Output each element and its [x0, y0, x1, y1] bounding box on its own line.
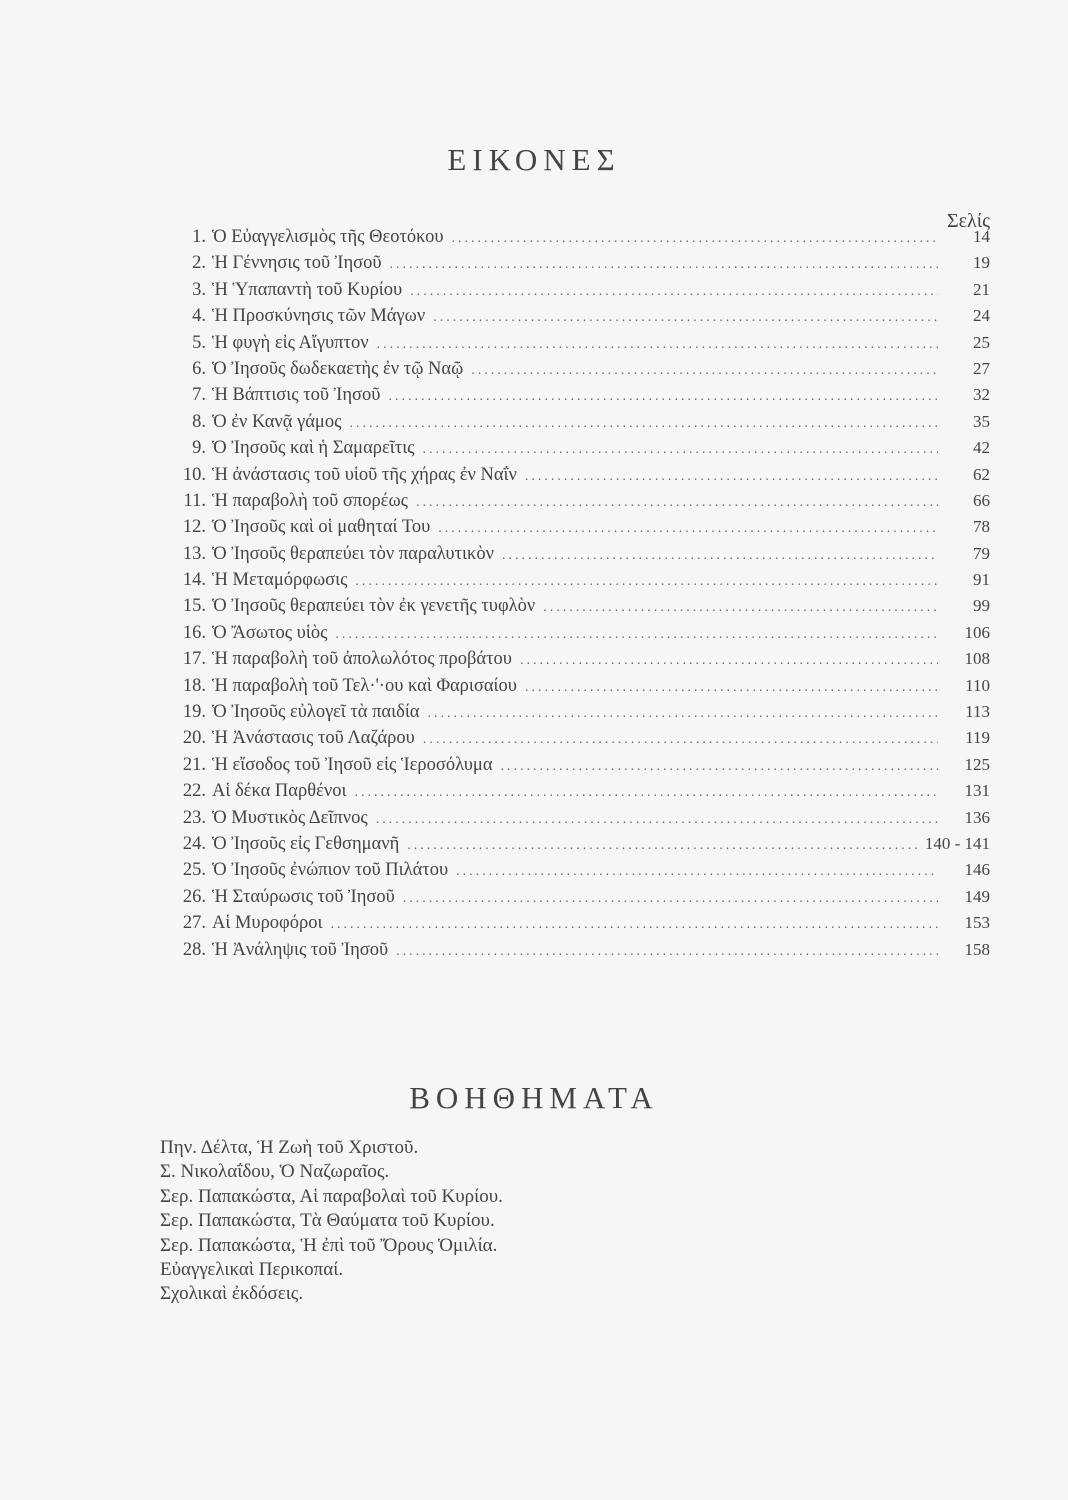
- entry-title: Ἡ φυγὴ εἰς Αἴγυπτον: [212, 332, 369, 353]
- list-item: [158, 887, 990, 913]
- list-item: [158, 385, 990, 411]
- list-item: [158, 940, 990, 966]
- dot-leader: [471, 363, 938, 379]
- entry-title: Ἡ Σταύρωσις τοῦ Ἰησοῦ: [212, 886, 395, 907]
- entry-title: Ἡ Ἀνάληψις τοῦ Ἰησοῦ: [212, 939, 389, 960]
- reference-item: Πην. Δέλτα, Ἡ Ζωὴ τοῦ Χριστοῦ.: [160, 1137, 419, 1158]
- dot-leader: [407, 838, 917, 854]
- entry-number: 13.: [182, 543, 206, 564]
- dot-leader: [438, 521, 938, 537]
- reference-item: Σχολικαὶ ἐκδόσεις.: [160, 1283, 304, 1305]
- list-item: [158, 649, 990, 675]
- entry-title: Ὁ ἐν Κανᾷ γάμος: [212, 411, 342, 432]
- dot-leader: [349, 416, 938, 432]
- list-item: [158, 728, 990, 754]
- list-item: [158, 596, 990, 622]
- entry-number: 27.: [182, 913, 206, 934]
- entry-page: 14: [973, 227, 990, 246]
- reference-item: Σερ. Παπακώστα, Ἡ ἐπὶ τοῦ Ὄρους Ὁμιλία.: [160, 1234, 498, 1256]
- list-item: [158, 913, 990, 939]
- dot-leader: [428, 706, 939, 722]
- entry-number: 16.: [182, 622, 206, 643]
- list-item: [158, 570, 990, 596]
- list-item: [158, 834, 990, 860]
- entry-page: 24: [973, 306, 990, 326]
- list-item: [158, 623, 990, 649]
- list-item: [158, 253, 990, 279]
- reference-item: Σερ. Παπακώστα, Αἱ παραβολαὶ τοῦ Κυρίου.: [160, 1185, 503, 1207]
- dot-leader: [377, 337, 938, 353]
- reference-item: Εὐαγγελικαὶ Περικοπαί.: [160, 1258, 344, 1280]
- entry-title: Ἡ παραβολὴ τοῦ σπορέως: [212, 490, 408, 511]
- list-item: [158, 676, 990, 702]
- entry-page: 106: [964, 622, 990, 642]
- entry-number: 3.: [192, 279, 206, 300]
- list-item: [158, 333, 990, 359]
- entry-title: Ὁ Εὐαγγελισμὸς τῆς Θεοτόκου: [212, 227, 444, 247]
- entry-title: Ἡ παραβολὴ τοῦ ἀπολωλότος προβάτου: [212, 649, 512, 670]
- entry-title: Ὁ Ἰησοῦς θεραπεύει τὸν παραλυτικὸν: [212, 543, 494, 564]
- entry-page: 153: [964, 913, 990, 933]
- entry-number: 26.: [182, 886, 206, 907]
- dot-leader: [388, 389, 938, 405]
- entry-number: 21.: [182, 754, 206, 775]
- entry-title: Ὁ Ἰησοῦς εἰς Γεθσημανῆ: [212, 833, 400, 854]
- entry-number: 17.: [182, 649, 206, 670]
- list-item: [158, 860, 990, 886]
- reference-item: Σερ. Παπακώστα, Τὰ Θαύματα τοῦ Κυρίου.: [160, 1210, 495, 1232]
- entry-title: Ὁ Ἰησοῦς καὶ οἱ μαθηταί Του: [212, 517, 431, 538]
- entry-number: 10.: [182, 464, 206, 485]
- entry-page: 146: [964, 860, 990, 880]
- entry-page: 79: [973, 543, 990, 563]
- entry-page: 149: [964, 886, 990, 906]
- dot-leader: [354, 785, 938, 801]
- entry-title: Ὁ Ἰησοῦς εὐλογεῖ τὰ παιδία: [212, 702, 420, 723]
- entry-number: 9.: [192, 438, 206, 459]
- list-item: [158, 491, 990, 517]
- entry-title: Αἱ δέκα Παρθένοι: [212, 781, 347, 802]
- list-item: [158, 438, 990, 464]
- entry-number: 14.: [182, 570, 206, 591]
- entry-page: 42: [973, 438, 990, 458]
- dot-leader: [416, 495, 938, 511]
- dot-leader: [501, 759, 938, 775]
- entry-page: 125: [964, 754, 990, 774]
- dot-leader: [423, 442, 938, 458]
- dot-leader: [410, 284, 938, 300]
- list-item: [158, 517, 990, 543]
- dot-leader: [525, 680, 938, 696]
- entry-title: Ἡ Ὑπαπαντὴ τοῦ Κυρίου: [212, 279, 403, 300]
- entry-title: Ἡ Προσκύνησις τῶν Μάγων: [212, 306, 426, 327]
- entry-number: 20.: [182, 728, 206, 749]
- dot-leader: [335, 627, 938, 643]
- entry-page: 119: [965, 728, 990, 748]
- page-column-label: Σελίς: [946, 210, 990, 232]
- entry-page: 91: [973, 570, 990, 590]
- list-item: [158, 306, 990, 332]
- entry-number: 4.: [192, 306, 206, 327]
- entry-number: 12.: [182, 517, 206, 538]
- list-item: [158, 808, 990, 834]
- dot-leader: [451, 231, 938, 247]
- entry-page: 27: [973, 358, 990, 378]
- entry-number: 24.: [182, 833, 206, 854]
- dot-leader: [390, 257, 938, 273]
- entry-number: 1.: [192, 227, 206, 247]
- list-item: [158, 702, 990, 728]
- dot-leader: [520, 653, 938, 669]
- entry-page: 78: [973, 517, 990, 537]
- entry-page: 140 - 141: [924, 833, 990, 853]
- entry-page: 35: [973, 411, 990, 431]
- dot-leader: [396, 944, 938, 960]
- dot-leader: [543, 600, 938, 616]
- dot-leader: [433, 310, 938, 326]
- entry-title: Ἡ εἴσοδος τοῦ Ἰησοῦ εἰς Ἱεροσόλυμα: [212, 754, 493, 775]
- dot-leader: [423, 732, 938, 748]
- entry-page: 66: [973, 490, 990, 510]
- entry-page: 131: [964, 781, 990, 801]
- dot-leader: [456, 864, 938, 880]
- entry-title: Ὁ Ἰησοῦς καὶ ἡ Σαμαρεῖτις: [212, 438, 415, 459]
- entry-number: 5.: [192, 332, 206, 353]
- entry-title: Ἡ Γέννησις τοῦ Ἰησοῦ: [212, 253, 382, 274]
- entry-title: Ἡ Βάπτισις τοῦ Ἰησοῦ: [212, 385, 381, 406]
- list-item: [158, 280, 990, 306]
- entry-page: 19: [973, 253, 990, 273]
- entry-page: 136: [964, 807, 990, 827]
- entry-page: 25: [973, 332, 990, 352]
- list-item: [158, 781, 990, 807]
- entry-number: 18.: [182, 675, 206, 696]
- entry-number: 6.: [192, 358, 206, 379]
- dot-leader: [330, 917, 938, 933]
- entry-number: 22.: [182, 781, 206, 802]
- dot-leader: [403, 891, 938, 907]
- entry-title: Ἡ παραβολὴ τοῦ Τελ·'·ου καὶ Φαρισαίου: [212, 675, 517, 696]
- entry-page: 110: [965, 675, 990, 695]
- entry-title: Ἡ Μεταμόρφωσις: [212, 570, 348, 591]
- references-list: [160, 1136, 503, 1307]
- entry-number: 2.: [192, 253, 206, 274]
- entry-page: 99: [973, 596, 990, 616]
- dot-leader: [525, 469, 938, 485]
- page-title: ΕΙΚΟΝΕΣ: [447, 142, 621, 177]
- dot-leader: [355, 574, 938, 590]
- entry-page: 32: [973, 385, 990, 405]
- entry-title: Ὁ Ἰησοῦς ἐνώπιον τοῦ Πιλάτου: [212, 860, 449, 881]
- list-item: [158, 359, 990, 385]
- entry-number: 11.: [183, 490, 206, 511]
- entry-page: 21: [973, 279, 990, 299]
- entry-title: Ὁ Ἰησοῦς δωδεκαετὴς ἐν τῷ Ναῷ: [212, 358, 464, 379]
- entry-page: 62: [973, 464, 990, 484]
- list-item: [158, 465, 990, 491]
- entry-number: 28.: [182, 939, 206, 960]
- dot-leader: [376, 812, 938, 828]
- entry-title: Ὁ Ἄσωτος υἱὸς: [212, 622, 328, 643]
- entry-page: 113: [965, 702, 990, 722]
- entry-number: 7.: [192, 385, 206, 406]
- list-item: [158, 227, 990, 253]
- entry-title: Ὁ Ἰησοῦς θεραπεύει τὸν ἐκ γενετῆς τυφλὸν: [212, 596, 536, 617]
- list-item: [158, 755, 990, 781]
- entry-number: 19.: [182, 702, 206, 723]
- entry-number: 23.: [182, 807, 206, 828]
- entry-number: 15.: [182, 596, 206, 617]
- entry-number: 25.: [182, 860, 206, 881]
- entry-title: Ἡ ἀνάστασις τοῦ υἱοῦ τῆς χήρας ἐν Ναΐν: [212, 464, 517, 485]
- reference-item: Σ. Νικολαΐδου, Ὁ Ναζωραῖος.: [160, 1161, 390, 1183]
- entry-title: Ἡ Ἀνάστασις τοῦ Λαζάρου: [212, 728, 415, 749]
- entry-title: Αἱ Μυροφόροι: [212, 913, 323, 934]
- entry-page: 158: [964, 939, 990, 959]
- list-item: [158, 544, 990, 570]
- entry-title: Ὁ Μυστικὸς Δεῖπνος: [212, 807, 368, 828]
- figures-list: [158, 227, 990, 966]
- entry-number: 8.: [192, 411, 206, 432]
- dot-leader: [502, 548, 938, 564]
- section-title: ΒΟΗΘΗΜΑΤΑ: [409, 1080, 659, 1115]
- entry-page: 108: [964, 649, 990, 669]
- list-item: [158, 412, 990, 438]
